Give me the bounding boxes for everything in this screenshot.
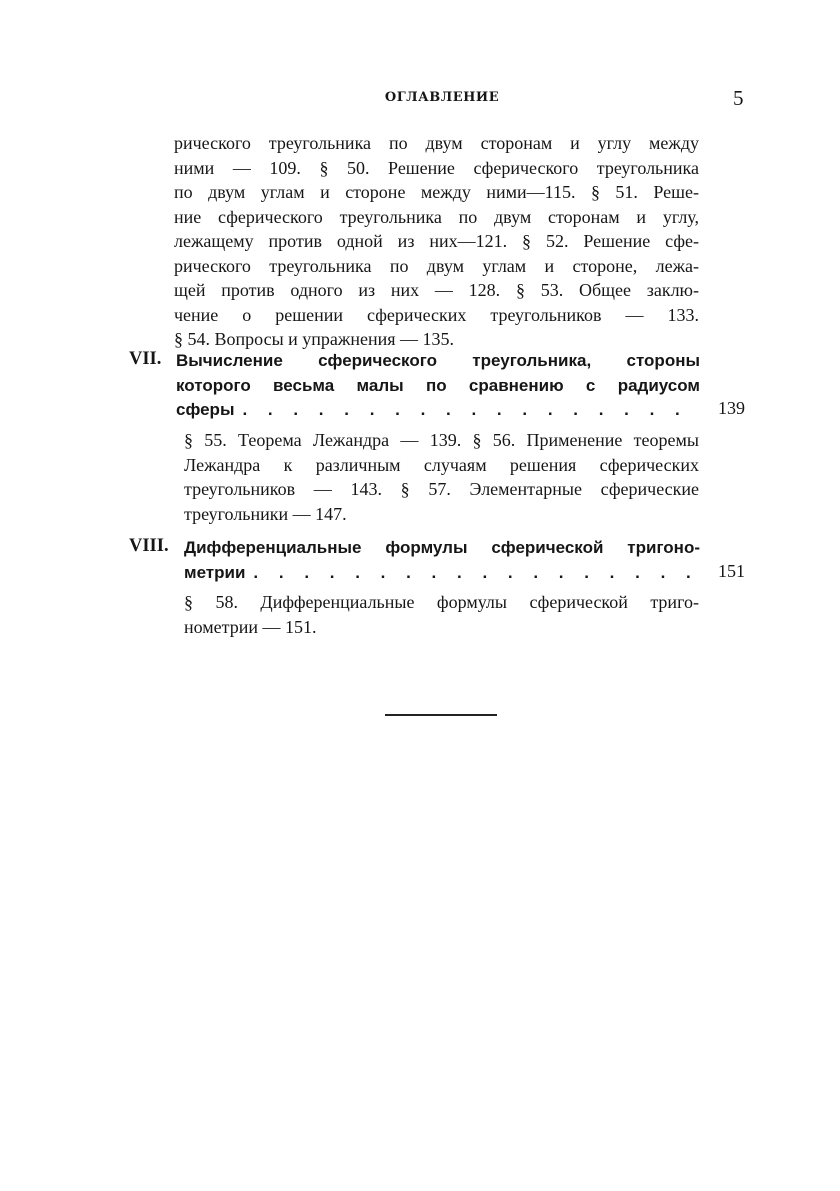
chapter-8-page-ref[interactable]: 151 <box>718 561 745 581</box>
chapter-title-line: Дифференциальные формулы сферической тригоно- <box>184 538 700 557</box>
chapter-title-last-line <box>176 398 700 423</box>
text-line: § 54. Вопросы и упражнения — 135. <box>174 329 455 349</box>
chapter-7-page-ref[interactable]: 139 <box>718 398 745 418</box>
running-header-title: ОГЛАВЛЕНИЕ <box>384 90 500 105</box>
chapter-title-line: сферы <box>176 400 235 419</box>
text-line: ние сферического треугольника по двум сторонам и углу, <box>174 206 699 227</box>
text-line: лежащему против одной из них—121. § 52. Решение сфе- <box>174 231 699 251</box>
section-line: § 55. Теорема Лежандра — 139. § 56. Применение теоремы <box>184 430 699 450</box>
text-line: рического треугольника по двум сторонам и углу между <box>174 133 699 153</box>
chapter-title-line: которого весьма малы по сравнению с радиусом <box>176 375 700 395</box>
chapter-8-number: VIII. <box>129 536 169 556</box>
section-line: нометрии — 151. <box>184 616 317 637</box>
chapter-8-sections <box>184 590 699 639</box>
chapter-7-title[interactable] <box>176 349 700 423</box>
text-line: рического треугольника по двум углам и стороне, лежа- <box>174 255 699 276</box>
end-divider-rule <box>385 714 497 716</box>
chapter-8-title[interactable] <box>184 536 700 585</box>
page-number: 5 <box>733 86 744 110</box>
section-line: § 58. Дифференциальные формулы сферической триго- <box>184 592 699 612</box>
text-line: чение о решении сферических треугольников — 133. <box>174 304 699 325</box>
text-line: по двум углам и стороне между ними—115. § 51. Реше- <box>174 182 699 202</box>
leader-dots <box>242 398 700 423</box>
section-line: треугольники — 147. <box>184 503 347 524</box>
chapter-title-line: метрии <box>184 562 246 582</box>
section-line: Лежандра к различным случаям решения сферических <box>184 454 699 475</box>
leader-dots <box>253 561 700 586</box>
chapter-7-number: VII. <box>129 349 162 369</box>
text-line: щей против одного из них — 128. § 53. Общее заклю- <box>174 280 699 300</box>
section-line: треугольников — 143. § 57. Элементарные сферические <box>184 479 699 499</box>
chapter-6-sections-continuation <box>174 131 699 352</box>
chapter-7-sections <box>184 428 699 526</box>
chapter-title-last-line <box>184 561 700 586</box>
chapter-title-line: Вычисление сферического треугольника, стороны <box>176 351 700 370</box>
text-line: ними — 109. § 50. Решение сферического треугольника <box>174 157 699 178</box>
